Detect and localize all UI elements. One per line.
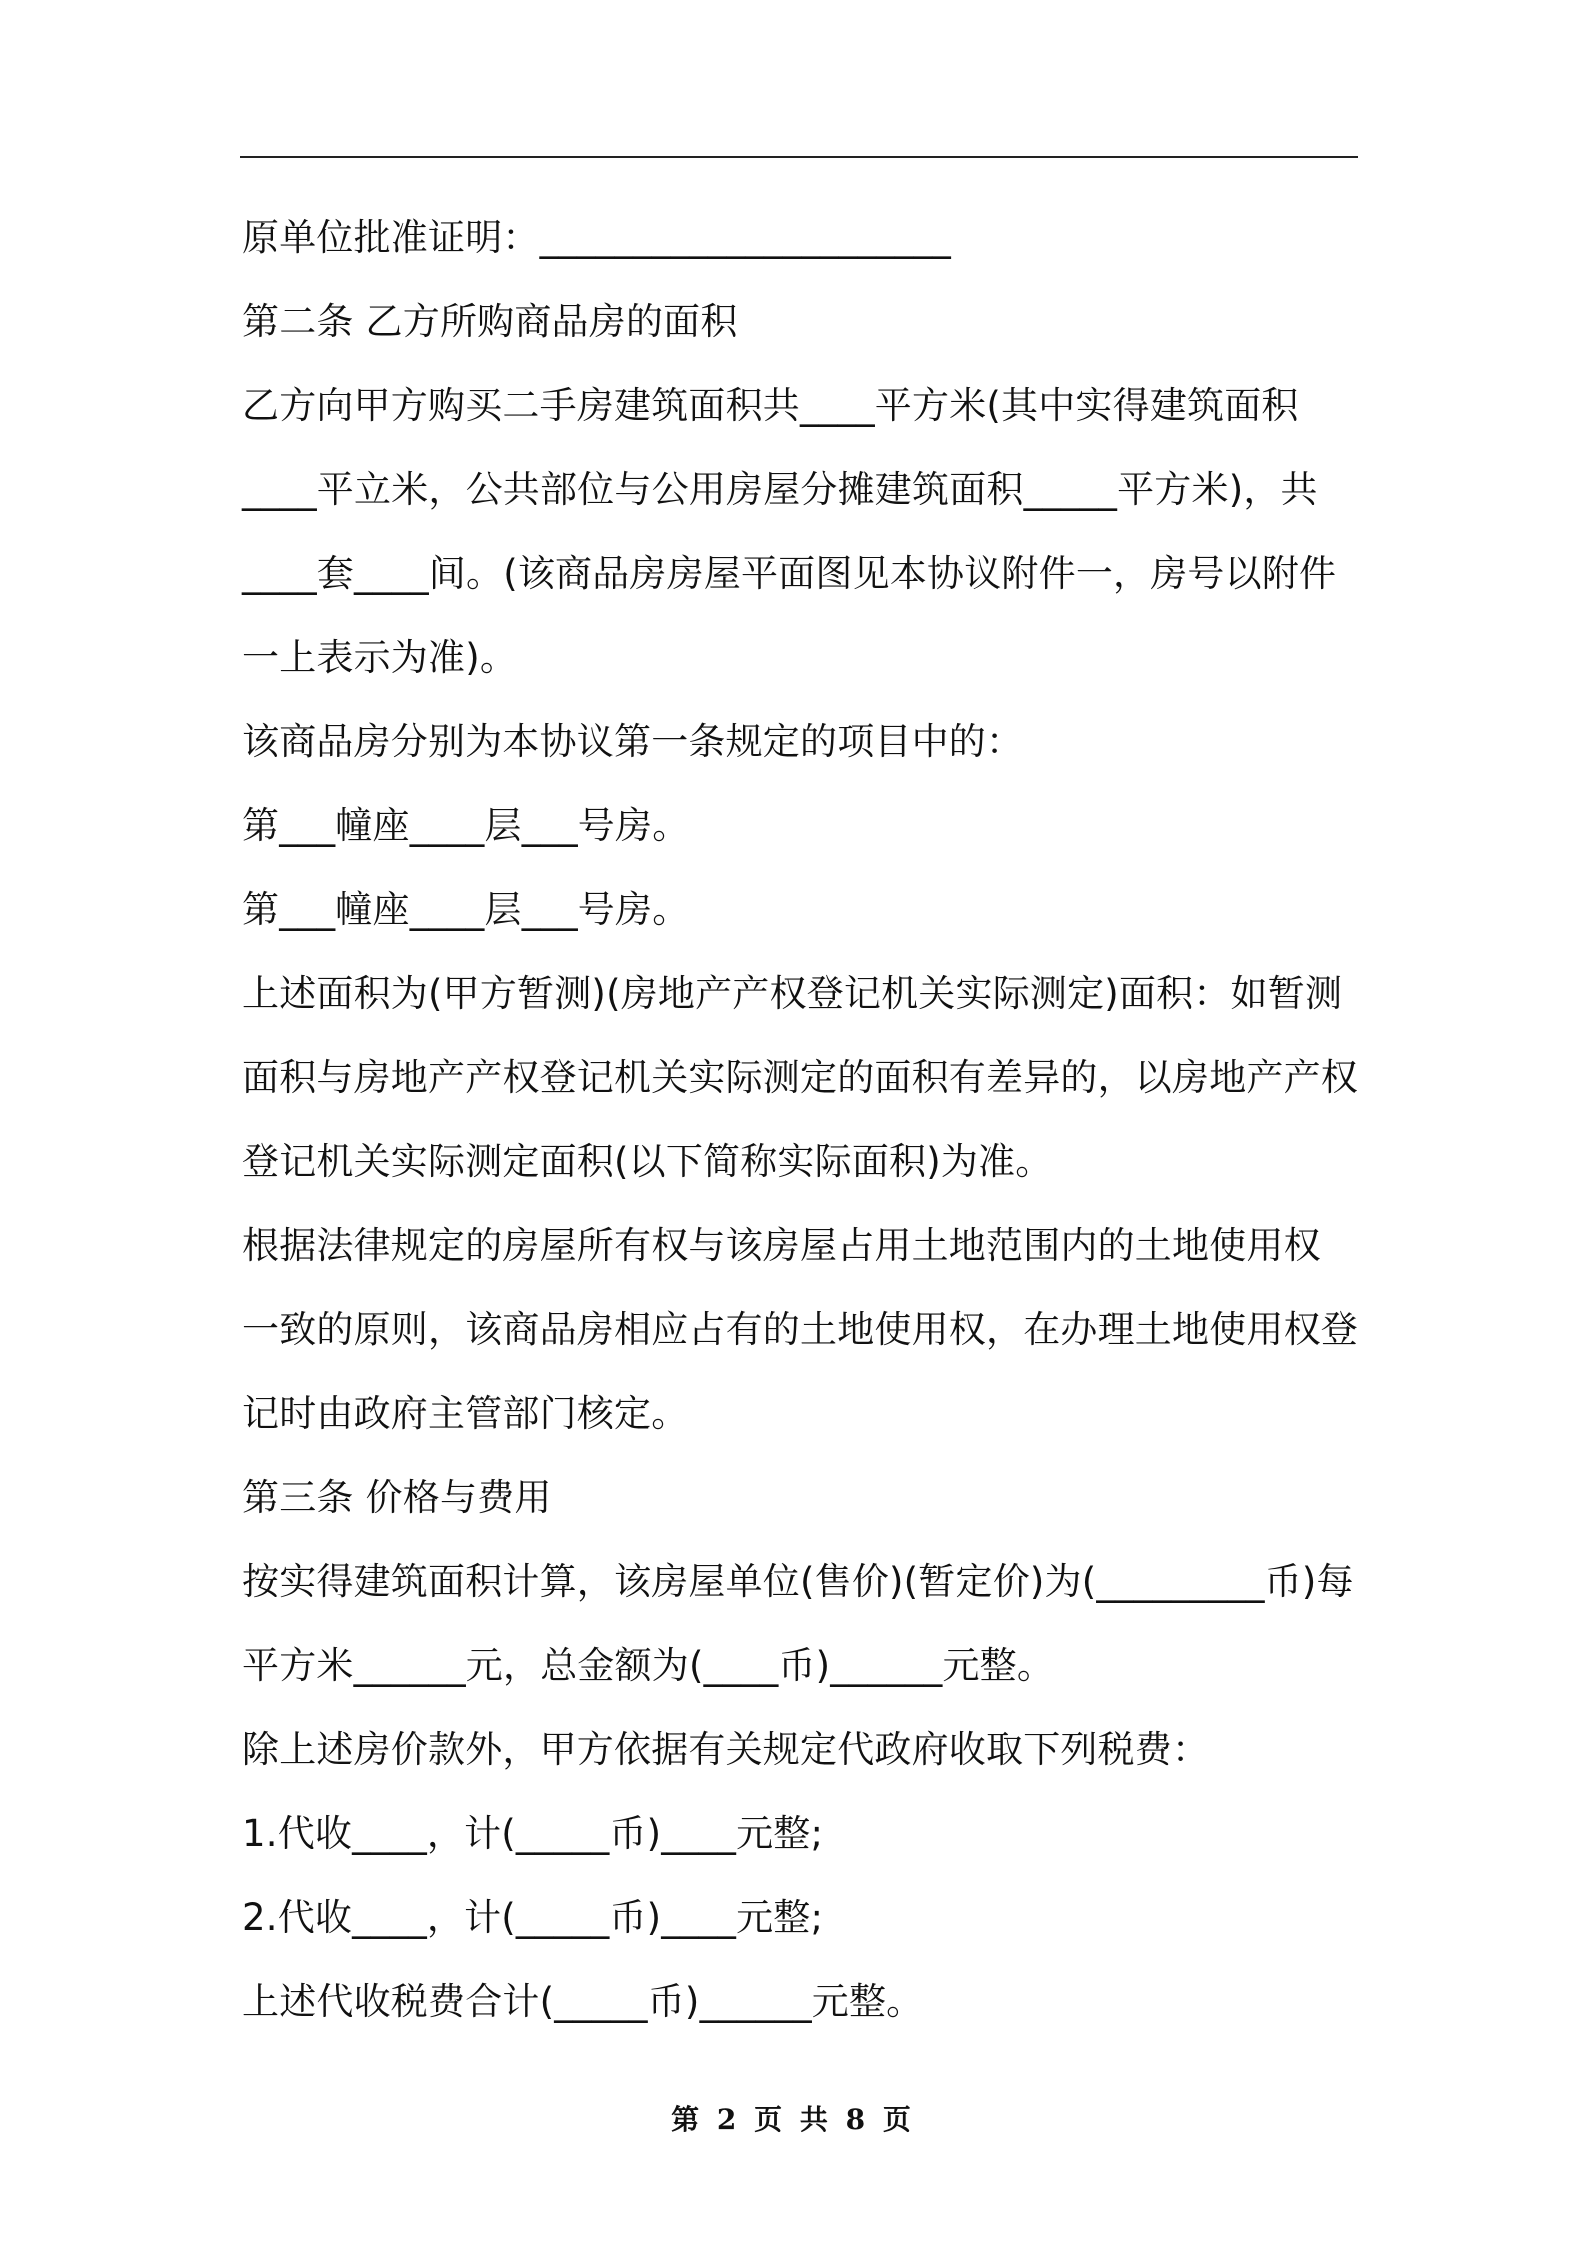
paragraph-line: 根据法律规定的房屋所有权与该房屋占用土地范围内的土地使用权: [242, 1224, 1321, 1267]
paragraph-line: 该商品房分别为本协议第一条规定的项目中的：: [242, 720, 1024, 763]
paragraph-line: 一致的原则，该商品房相应占有的土地使用权，在办理土地使用权登: [242, 1308, 1358, 1351]
page-number: 第 2 页 共 8 页: [671, 2103, 915, 2136]
header-rule: [240, 156, 1358, 158]
line-approval-certificate: 原单位批准证明：______________________: [242, 216, 951, 259]
paragraph-line: ____套____间。(该商品房房屋平面图见本协议附件一，房号以附件: [242, 552, 1337, 595]
paragraph-line: 面积与房地产产权登记机关实际测定的面积有差异的，以房地产产权: [242, 1056, 1358, 1099]
paragraph-line: 登记机关实际测定面积(以下简称实际面积)为准。: [242, 1140, 1053, 1183]
paragraph-line: 按实得建筑面积计算，该房屋单位(售价)(暂定价)为(_________币)每: [242, 1560, 1354, 1603]
room-line-2: 第___幢座____层___号房。: [242, 888, 690, 931]
tax-item-2: 2.代收____，计(_____币)____元整;: [242, 1896, 824, 1939]
article-2-heading: 第二条 乙方所购商品房的面积: [242, 300, 738, 343]
paragraph-line: 乙方向甲方购买二手房建筑面积共____平方米(其中实得建筑面积: [242, 384, 1299, 427]
tax-item-1: 1.代收____，计(_____币)____元整;: [242, 1812, 824, 1855]
paragraph-line: 平方米______元，总金额为(____币)______元整。: [242, 1644, 1055, 1687]
paragraph-line: 除上述房价款外，甲方依据有关规定代政府收取下列税费：: [242, 1728, 1210, 1771]
paragraph-line: 一上表示为准)。: [242, 636, 518, 679]
paragraph-line: 记时由政府主管部门核定。: [242, 1392, 689, 1435]
tax-total-line: 上述代收税费合计(_____币)______元整。: [242, 1980, 924, 2023]
paragraph-line: ____平立米，公共部位与公用房屋分摊建筑面积_____平方米)，共: [242, 468, 1318, 511]
article-3-heading: 第三条 价格与费用: [242, 1476, 552, 1519]
document-body: [242, 196, 1360, 2044]
room-line-1: 第___幢座____层___号房。: [242, 804, 690, 847]
paragraph-line: 上述面积为(甲方暂测)(房地产产权登记机关实际测定)面积：如暂测: [242, 972, 1343, 1015]
